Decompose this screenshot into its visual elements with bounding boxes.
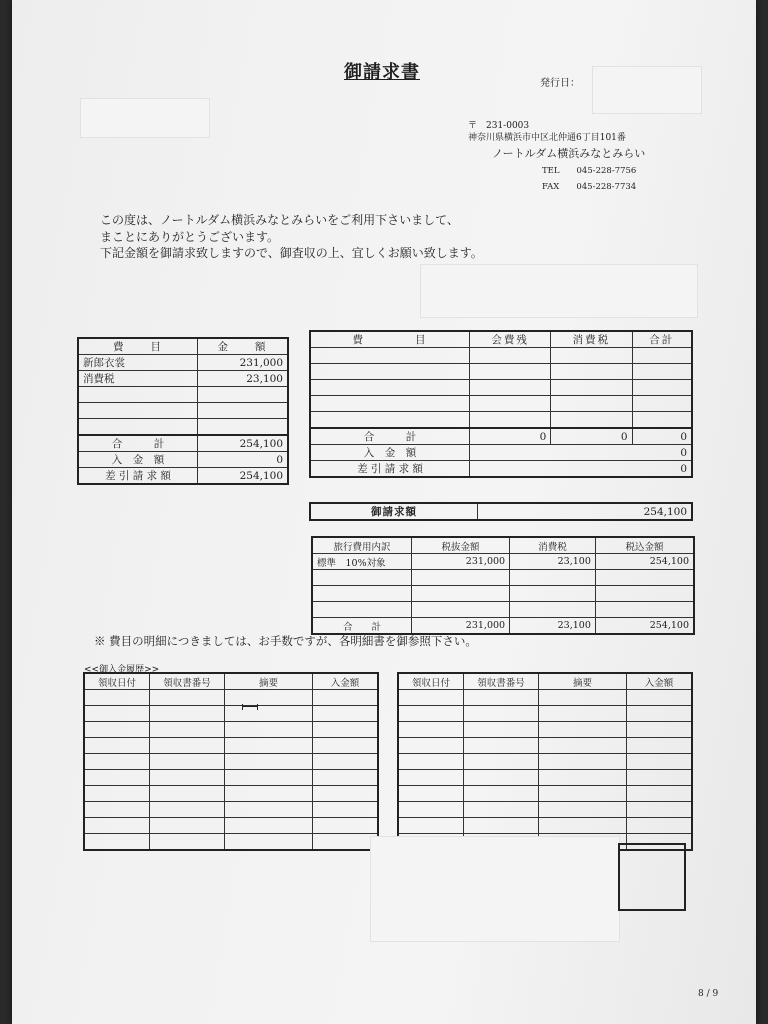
breakdown-tax: 23,100 (510, 554, 596, 570)
redacted-issue-date (592, 66, 702, 114)
postal-code: 〒 231-0003 (468, 121, 530, 131)
table-row (399, 802, 692, 818)
balance-label: 差 引 請 求 額 (79, 468, 198, 484)
header-payment-amount: 入金額 (313, 674, 378, 690)
breakdown-category: 標準 10%対象 (313, 554, 412, 570)
header-payment-amount: 入金額 (627, 674, 692, 690)
header-amount: 金 額 (198, 339, 288, 355)
table-row (313, 602, 694, 618)
total-sum: 0 (632, 428, 691, 445)
paid-label: 入 金 額 (311, 445, 470, 461)
breakdown-total-row (313, 618, 694, 634)
table-row (85, 834, 378, 850)
grand-total-box (310, 503, 692, 520)
table-row (85, 770, 378, 786)
item-name (79, 419, 198, 436)
payment-history-table-right (398, 673, 692, 850)
item-amount (198, 419, 288, 436)
table-row (311, 396, 692, 412)
company-fax: FAX 045-228-7734 (542, 182, 637, 192)
balance-label: 差 引 請 求 額 (311, 461, 470, 477)
header-description: 摘要 (225, 674, 313, 690)
company-address: 神奈川県横浜市中区北仲通6丁目101番 (468, 133, 626, 143)
header-tax: 消費税 (510, 538, 596, 554)
header-breakdown: 旅行費用内訳 (313, 538, 412, 554)
left-summary-table (78, 338, 288, 484)
company-tel: TEL 045-228-7756 (542, 166, 637, 176)
payment-history-table-left (84, 673, 378, 850)
issue-date-label: 発行日： (540, 78, 580, 89)
item-name: 消費税 (79, 371, 198, 387)
paid-amount: 0 (198, 452, 288, 468)
paid-row (311, 445, 692, 461)
greeting-line-1: この度は、ノートルダム横浜みなとみらいをご利用下さいまして、 (100, 213, 459, 227)
table-row (311, 412, 692, 429)
balance-amount: 254,100 (198, 468, 288, 484)
table-header-row (311, 332, 692, 348)
table-row (311, 364, 692, 380)
table-row (79, 355, 288, 371)
item-amount: 23,100 (198, 371, 288, 387)
total-row (311, 428, 692, 445)
table-row (399, 722, 692, 738)
paid-amount: 0 (470, 445, 692, 461)
invoice-page (12, 0, 756, 1024)
grand-total-value: 254,100 (478, 504, 692, 520)
redacted-block (420, 264, 698, 318)
paid-row (79, 452, 288, 468)
table-header-row (313, 538, 694, 554)
header-tax: 消費税 (551, 332, 632, 348)
table-header-row (399, 674, 692, 690)
payment-history-label: <<御入金履歴>> (84, 665, 160, 675)
header-item: 費 目 (311, 332, 470, 348)
table-row (311, 348, 692, 364)
balance-amount: 0 (470, 461, 692, 477)
table-row (79, 403, 288, 419)
breakdown-total-label: 合 計 (313, 618, 412, 634)
table-row (85, 754, 378, 770)
header-sum: 合計 (632, 332, 691, 348)
table-row (313, 554, 694, 570)
breakdown-tax-included: 254,100 (595, 554, 693, 570)
total-amount: 254,100 (198, 435, 288, 452)
table-row (85, 722, 378, 738)
table-row (85, 690, 378, 706)
item-name (79, 387, 198, 403)
table-row (85, 786, 378, 802)
table-row (79, 387, 288, 403)
total-label: 合 計 (79, 435, 198, 452)
header-receipt-date: 領収日付 (399, 674, 464, 690)
header-tax-included: 税込金額 (595, 538, 693, 554)
right-summary-table (310, 331, 692, 477)
total-tax: 0 (551, 428, 632, 445)
table-row (399, 786, 692, 802)
item-name (79, 403, 198, 419)
table-row (399, 818, 692, 834)
header-item: 費 目 (79, 339, 198, 355)
redacted-recipient (80, 98, 210, 138)
greeting-line-3: 下記金額を御請求致しますので、御査収の上、宜しくお願い致します。 (100, 246, 483, 260)
grand-total-row (311, 504, 692, 520)
balance-row (79, 468, 288, 484)
breakdown-table (312, 537, 694, 634)
table-row (399, 738, 692, 754)
table-row (79, 419, 288, 436)
table-row (85, 818, 378, 834)
page-title: 御請求書 (344, 62, 420, 83)
table-row (85, 706, 378, 722)
header-description: 摘要 (539, 674, 627, 690)
header-fee-balance: 会費残 (470, 332, 551, 348)
table-row (399, 754, 692, 770)
table-row (399, 770, 692, 786)
redacted-bottom-block (370, 836, 620, 942)
table-header-row (85, 674, 378, 690)
table-row (85, 802, 378, 818)
total-row (79, 435, 288, 452)
paid-label: 入 金 額 (79, 452, 198, 468)
table-row (399, 706, 692, 722)
stamp-box (618, 843, 686, 911)
total-label: 合 計 (311, 428, 470, 445)
breakdown-total-tax-included: 254,100 (595, 618, 693, 634)
company-name: ノートルダム横浜みなとみらい (492, 147, 646, 160)
item-name: 新郎衣裳 (79, 355, 198, 371)
text-cursor-mark (242, 704, 258, 710)
breakdown-pre-tax: 231,000 (412, 554, 510, 570)
header-receipt-number: 領収書番号 (150, 674, 225, 690)
page-number: 8 / 9 (698, 989, 719, 999)
breakdown-total-tax: 23,100 (510, 618, 596, 634)
header-pre-tax: 税抜金額 (412, 538, 510, 554)
item-amount (198, 387, 288, 403)
detail-note: ※ 費目の明細につきましては、お手数ですが、各明細書を御参照下さい。 (94, 634, 477, 648)
table-row (85, 738, 378, 754)
balance-row (311, 461, 692, 477)
table-row (313, 570, 694, 586)
table-header-row (79, 339, 288, 355)
total-fee-balance: 0 (470, 428, 551, 445)
header-receipt-date: 領収日付 (85, 674, 150, 690)
greeting-line-2: まことにありがとうございます。 (100, 230, 280, 244)
item-amount (198, 403, 288, 419)
item-amount: 231,000 (198, 355, 288, 371)
header-receipt-number: 領収書番号 (464, 674, 539, 690)
table-row (313, 586, 694, 602)
table-row (79, 371, 288, 387)
grand-total-label: 御請求額 (311, 504, 478, 520)
table-row (399, 690, 692, 706)
breakdown-total-pre-tax: 231,000 (412, 618, 510, 634)
table-row (311, 380, 692, 396)
